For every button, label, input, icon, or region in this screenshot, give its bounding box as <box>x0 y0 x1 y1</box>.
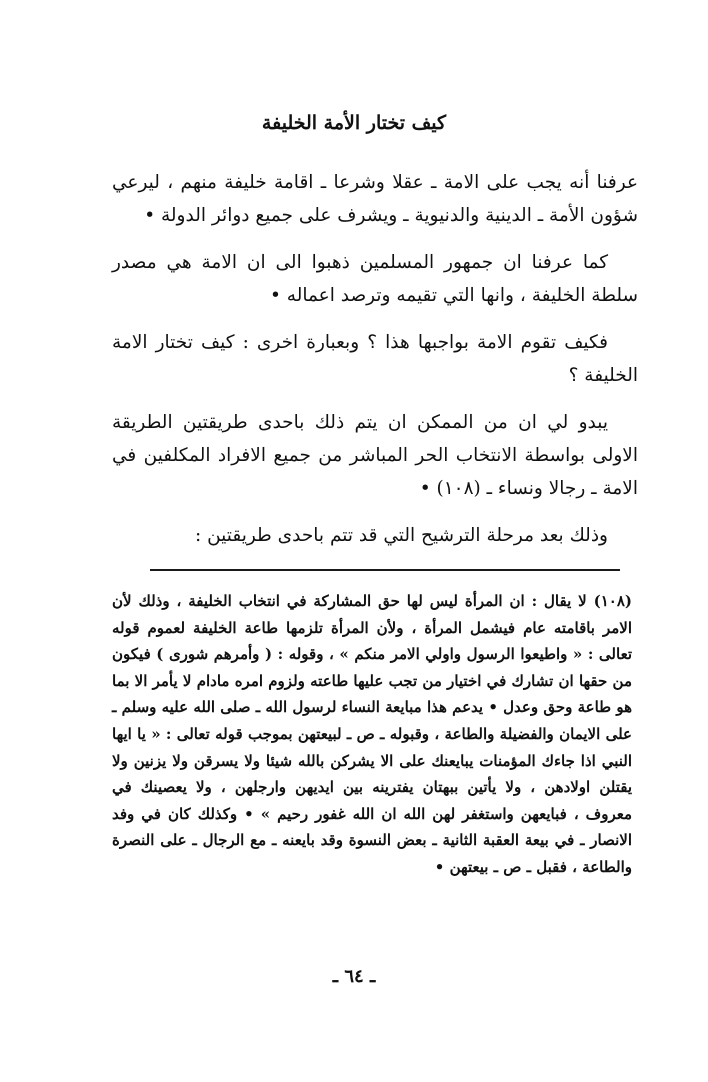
main-text <box>112 166 638 566</box>
paragraph-3: فكيف تقوم الامة بواجبها هذا ؟ وبعبارة اخرى : كيف تختار الامة الخليفة ؟ <box>112 332 638 386</box>
paragraph-5: وذلك بعد مرحلة الترشيح التي قد تتم باحدى طريقتين : <box>194 525 608 546</box>
footnote-108: (١٠٨) لا يقال : ان المرأة ليس لها حق المشاركة في انتخاب الخليفة ، وذلك لأن الامر باقامته عام فيشمل المرأة ، ولأن المرأة تلزمها طاعة الخليفة لعموم قوله تعالى : « واطيعوا الرسول واولي الامر منكم » ، وقوله : ( وأمرهم شورى ) فيكون من حقها ان تشارك في اختيار من تجب عليها طاعته ولزوم امره مادام لا يأمر الا بما هو طاعة وحق وعدل • يدعم هذا مبايعة النساء لرسول الله ـ صلى الله عليه وسلم ـ على الايمان والفضيلة والطاعة ، وقبوله ـ ص ـ لبيعتهن بموجب قوله تعالى : « يا ايها النبي اذا جاءك المؤمنات يبايعنك على الا يشركن بالله شيئا ولا يسرقن ولا يزنين ولا يقتلن اولادهن ، ولا يأتين ببهتان يفترينه بين ايديهن وارجلهن ، ولا يعصينك في معروف ، فبايعهن واستغفر لهن الله ان الله غفور رحيم » • وكذلك كان في وفد الانصار ـ في بيعة العقبة الثانية ـ بعض النسوة وقد بايعنه ـ مع الرجال ـ على النصرة والطاعة ، فقبل ـ ص ـ بيعتهن • <box>112 592 632 876</box>
paragraph-4: يبدو لي ان من الممكن ان يتم ذلك باحدى طريقتين الطريقة الاولى بواسطة الانتخاب الحر المباشر من جميع الافراد المكلفين في الامة ـ رجالا ونساء ـ (١٠٨) • <box>112 412 638 499</box>
paragraph-2: كما عرفنا ان جمهور المسلمين ذهبوا الى ان الامة هي مصدر سلطة الخليفة ، وانها التي تقيمه وترصد اعماله • <box>112 252 638 306</box>
page-number: ـ ٦٤ ـ <box>332 966 376 987</box>
footnote-divider <box>150 569 620 571</box>
paragraph-1: عرفنا أنه يجب على الامة ـ عقلا وشرعا ـ اقامة خليفة منهم ، ليرعي شؤون الأمة ـ الدينية والدنيوية ـ ويشرف على جميع دوائر الدولة • <box>112 172 638 226</box>
page-title: كيف تختار الأمة الخليفة <box>261 112 447 134</box>
